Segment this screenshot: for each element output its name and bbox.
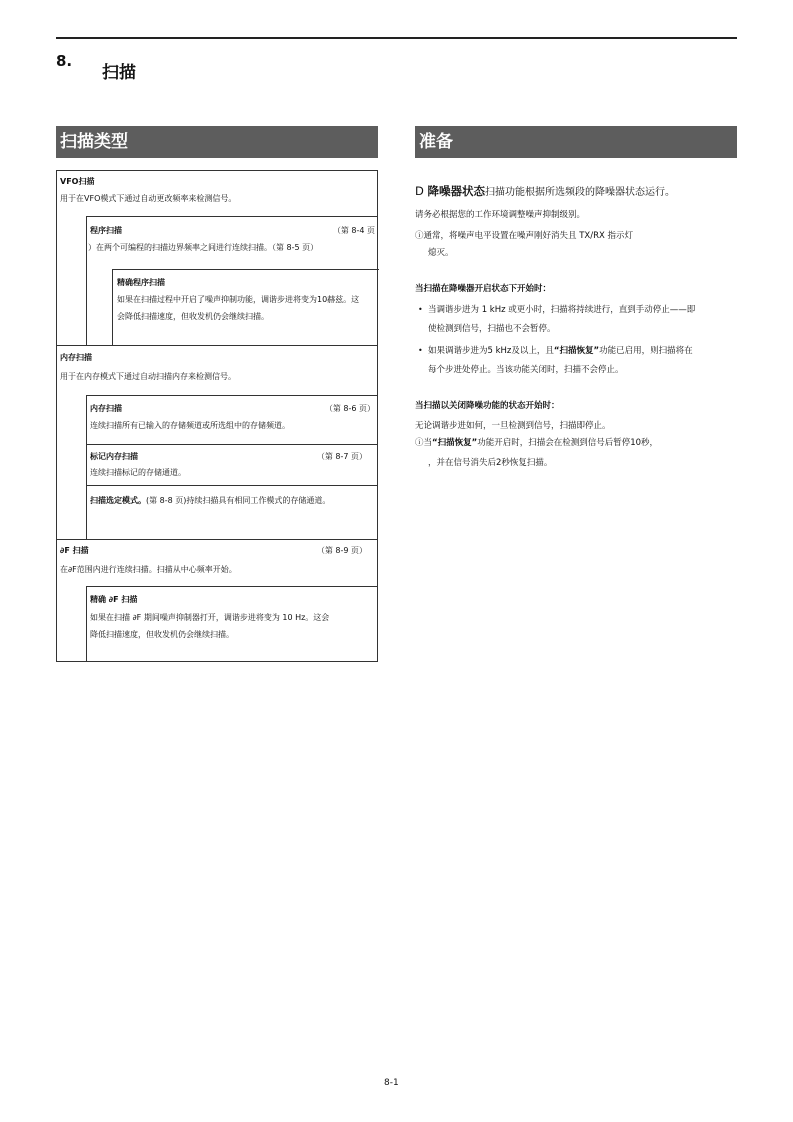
fine-program-scan-desc-1: 如果在扫描过程中开启了噪声抑制功能，调谐步进将变为10赫兹。这 xyxy=(117,295,360,304)
bullet-1-line-a: 当调谐步进为 1 kHz 或更小时，扫描将持续进行，直到手动停止——即 xyxy=(428,305,696,315)
chapter-number: 8. xyxy=(56,52,73,70)
program-scan-block xyxy=(86,216,378,345)
df-scan-desc: 在∂F范围内进行连续扫描。扫描从中心频率开始。 xyxy=(60,565,237,574)
vfo-scan-desc: 用于在VFO模式下通过自动更改频率来检测信号。 xyxy=(60,194,237,203)
bullet-dot-2: • xyxy=(418,346,423,355)
memory-scan-section-desc: 用于在内存模式下通过自动扫描内存来检测信号。 xyxy=(60,372,236,381)
df-scan-page-ref: （第 8-9 页） xyxy=(316,546,367,555)
marked-memory-scan-title: 标记内存扫描 xyxy=(90,452,138,461)
program-scan-page-ref: （第 8-4 页 xyxy=(332,226,375,235)
note-1-line-a: ⓘ通常，将噪声电平设置在噪声刚好消失且 TX/RX 指示灯 xyxy=(415,231,634,241)
preparation-intro: D 降噪器状态扫描功能根据所选频段的降噪器状态运行。 xyxy=(415,184,676,198)
marked-divider xyxy=(87,444,378,445)
bullet-dot-1: • xyxy=(418,305,423,314)
bullet-2-line-a: 如果调谐步进为5 kHz及以上，且“扫描恢复”功能已启用，则扫描将在 xyxy=(428,346,693,356)
bullet-1-line-b: 使检测到信号，扫描也不会暂停。 xyxy=(428,324,556,334)
top-rule xyxy=(56,37,737,39)
nr-off-note-line-b: ，并在信号消失后2秒恢复扫描。 xyxy=(428,458,553,468)
fine-df-scan-title: 精确 ∂F 扫描 xyxy=(90,595,138,604)
memory-scan-page-ref: （第 8-6 页） xyxy=(324,404,375,413)
df-divider xyxy=(57,539,377,540)
vfo-scan-title: VFO扫描 xyxy=(60,177,95,186)
fine-program-scan-block xyxy=(112,269,379,346)
program-scan-title: 程序扫描 xyxy=(90,226,122,235)
section-bar-preparation: 准备 xyxy=(415,126,737,158)
fine-df-scan-desc-1: 如果在扫描 ∂F 期间噪声抑制器打开，调谐步进将变为 10 Hz。这会 xyxy=(90,613,330,622)
nr-off-line-1: 无论调谐步进如何，一旦检测到信号，扫描即停止。 xyxy=(415,421,611,431)
fine-program-scan-desc-2: 会降低扫描速度，但收发机仍会继续扫描。 xyxy=(117,312,269,321)
chapter-title: 扫描 xyxy=(102,63,136,83)
memory-divider xyxy=(57,345,377,346)
df-scan-title: ∂F 扫描 xyxy=(60,546,89,555)
nr-off-heading: 当扫描以关闭降噪功能的状态开始时： xyxy=(415,401,560,411)
section-bar-scan-types: 扫描类型 xyxy=(56,126,378,158)
preparation-line-2: 请务必根据您的工作环境调整噪声抑制级别。 xyxy=(415,210,586,220)
scan-types-table xyxy=(56,170,378,662)
fine-program-scan-title: 精确程序扫描 xyxy=(117,278,165,287)
nr-on-heading: 当扫描在降噪器开启状态下开始时： xyxy=(415,284,552,294)
bullet-2-line-b: 每个步进处停止。当该功能关闭时，扫描不会停止。 xyxy=(428,365,624,375)
program-scan-desc: ）在两个可编程的扫描边界频率之间进行连续扫描。（第 8-5 页） xyxy=(88,243,319,252)
marked-memory-scan-desc: 连续扫描标记的存储通道。 xyxy=(90,468,186,477)
fine-df-scan-desc-2: 降低扫描速度，但收发机仍会继续扫描。 xyxy=(90,630,234,639)
memory-subtypes-block xyxy=(86,395,378,539)
memory-scan-desc: 连续扫描所有已输入的存储频道或所选组中的存储频道。 xyxy=(90,421,290,430)
marked-memory-scan-page-ref: （第 8-7 页） xyxy=(316,452,367,461)
select-mode-scan: 扫描选定模式。(第 8-8 页)持续扫描具有相同工作模式的存储通道。 xyxy=(90,496,331,505)
memory-scan-title: 内存扫描 xyxy=(90,404,122,413)
select-divider xyxy=(87,485,378,486)
fine-df-scan-block xyxy=(86,586,378,662)
page-number: 8-1 xyxy=(384,1078,399,1088)
note-1-line-b: 熄灭。 xyxy=(428,248,454,258)
nr-off-note-line-a: ⓘ当“扫描恢复”功能开启时，扫描会在检测到信号后暂停10秒， xyxy=(415,438,659,448)
memory-scan-section-title: 内存扫描 xyxy=(60,353,92,362)
